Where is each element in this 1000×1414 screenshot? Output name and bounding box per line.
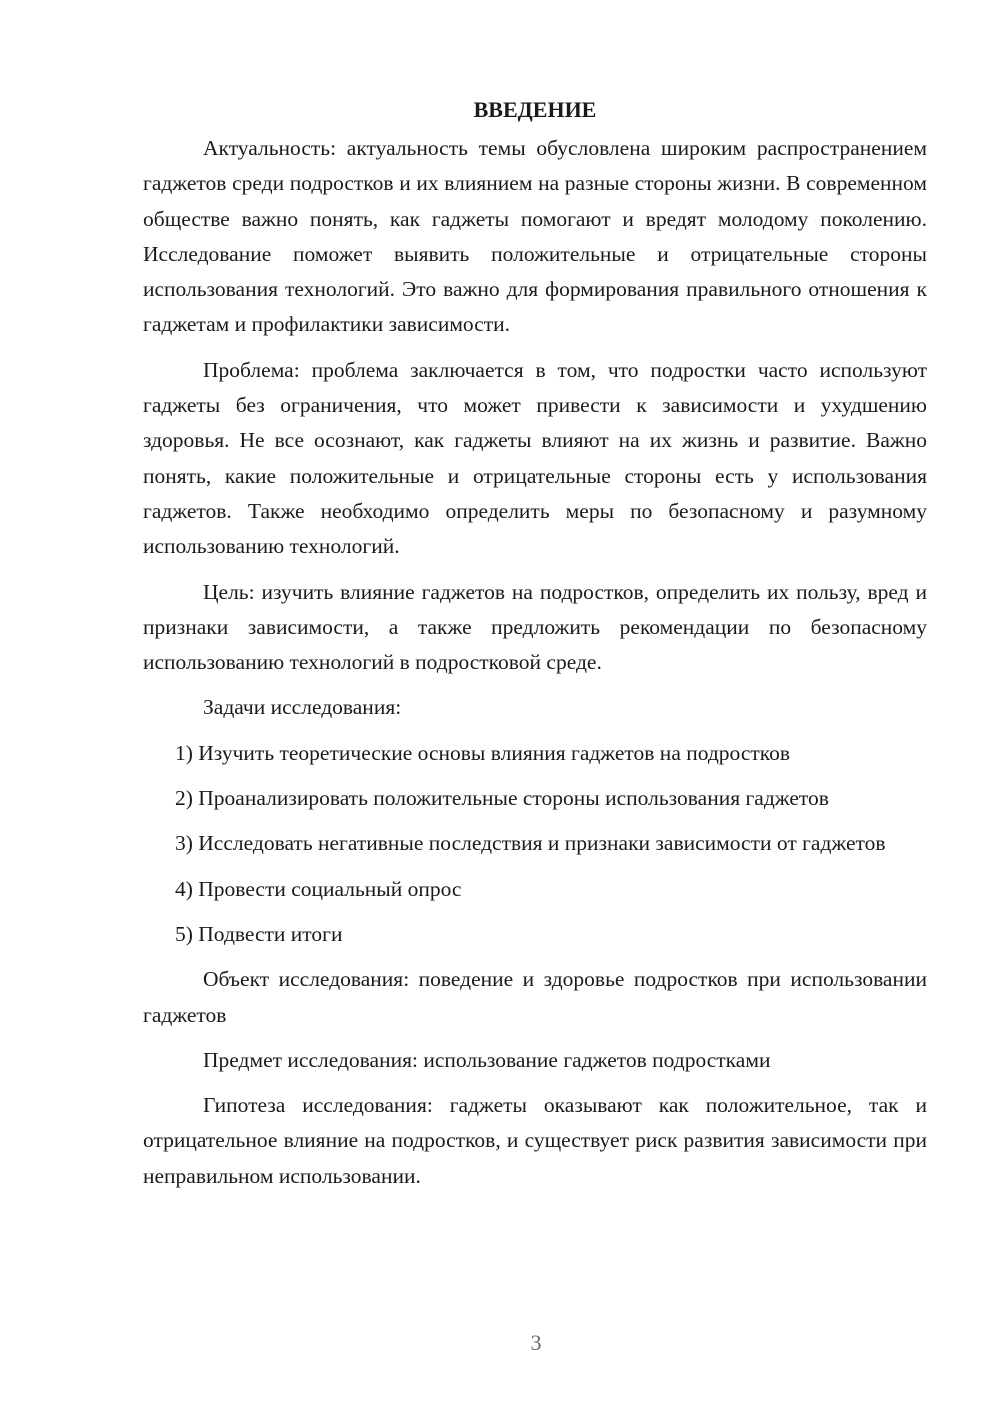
paragraph-problem: Проблема: проблема заключается в том, что подростки часто используют гаджеты без ограничения, что может привести к зависимости и ухудшению здоровья. Не все осознают, как гаджеты влияют на их жизнь и развитие. Важно понять, какие положительные и отрицательные стороны есть у использования гаджетов. Также необходимо определить меры по безопасному и разумному использованию технологий. [143, 357, 927, 559]
tasks-heading: Задачи исследования: [203, 695, 402, 720]
paragraph-hypothesis: Гипотеза исследования: гаджеты оказывают как положительное, так и отрицательное влияние на подростков, и существует риск развития зависимости при неправильном использовании. [143, 1093, 927, 1188]
task-item: 3) Исследовать негативные последствия и признаки зависимости от гаджетов [175, 831, 886, 856]
task-item: 1) Изучить теоретические основы влияния гаджетов на подростков [175, 740, 791, 765]
page-number: 3 [530, 1330, 542, 1355]
page-title: ВВЕДЕНИЕ [473, 97, 597, 122]
paragraph-subject: Предмет исследования: использование гаджетов подростками [203, 1047, 771, 1072]
document-page [143, 92, 927, 1204]
task-item: 2) Проанализировать положительные стороны использования гаджетов [175, 786, 829, 811]
paragraph-object: Объект исследования: поведение и здоровье подростков при использовании гаджетов [143, 967, 927, 1027]
paragraph-goal: Цель: изучить влияние гаджетов на подростков, определить их пользу, вред и признаки зависимости, а также предложить рекомендации по безопасному использованию технологий в подростковой среде. [143, 579, 927, 675]
task-item: 4) Провести социальный опрос [175, 876, 462, 901]
task-item: 5) Подвести итоги [175, 921, 343, 946]
paragraph-relevance: Актуальность: актуальность темы обусловлена широким распространением гаджетов среди подростков и их влиянием на разные стороны жизни. В современном обществе важно понять, как гаджеты помогают и вредят молодому поколению. Исследование поможет выявить положительные и отрицательные стороны использования технологий. Это важно для формирования правильного отношения к гаджетам и профилактики зависимости. [143, 136, 927, 337]
